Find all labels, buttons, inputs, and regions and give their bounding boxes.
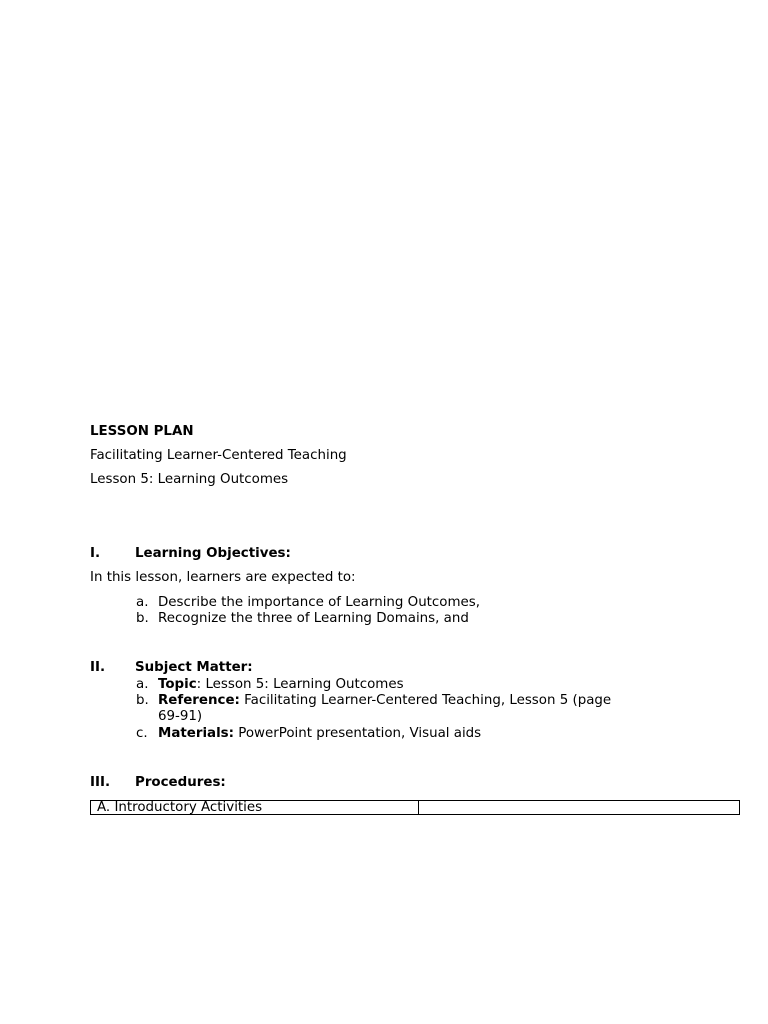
subject-c-text: PowerPoint presentation, Visual aids bbox=[234, 726, 482, 741]
objective-a-marker: a. bbox=[136, 595, 149, 610]
subject-c-line bbox=[158, 726, 481, 742]
section-3-number: III. bbox=[90, 775, 111, 790]
section-1-title: Learning Objectives: bbox=[135, 546, 291, 561]
subject-b-label: Reference: bbox=[158, 693, 240, 708]
section-1-number: I. bbox=[90, 546, 101, 561]
objective-b-marker: b. bbox=[136, 611, 149, 626]
section-3-title: Procedures: bbox=[135, 775, 226, 790]
subject-c-marker: c. bbox=[136, 726, 148, 741]
procedures-cell-activity: A. Introductory Activities bbox=[91, 801, 419, 814]
subject-a-label: Topic bbox=[158, 677, 197, 692]
lesson-name: Lesson 5: Learning Outcomes bbox=[90, 472, 289, 487]
subject-a-line bbox=[158, 677, 404, 693]
objective-b-text: Recognize the three of Learning Domains, and bbox=[158, 611, 469, 626]
document-title: LESSON PLAN bbox=[90, 424, 194, 439]
subject-a-marker: a. bbox=[136, 677, 149, 692]
section-2-number: II. bbox=[90, 660, 106, 675]
subject-b-text-continued: 69-91) bbox=[158, 709, 203, 724]
course-name: Facilitating Learner-Centered Teaching bbox=[90, 448, 347, 463]
subject-b-text: Facilitating Learner-Centered Teaching, Lesson 5 (page bbox=[239, 693, 612, 708]
subject-b-marker: b. bbox=[136, 693, 149, 708]
section-1-intro: In this lesson, learners are expected to: bbox=[90, 570, 356, 585]
subject-a-text: : Lesson 5: Learning Outcomes bbox=[196, 677, 404, 692]
subject-b-line bbox=[158, 693, 611, 709]
procedures-table bbox=[90, 800, 740, 815]
procedures-cell-details bbox=[419, 801, 739, 814]
objective-a-text: Describe the importance of Learning Outcomes, bbox=[158, 595, 481, 610]
section-2-title: Subject Matter: bbox=[135, 660, 253, 675]
subject-c-label: Materials: bbox=[158, 726, 234, 741]
